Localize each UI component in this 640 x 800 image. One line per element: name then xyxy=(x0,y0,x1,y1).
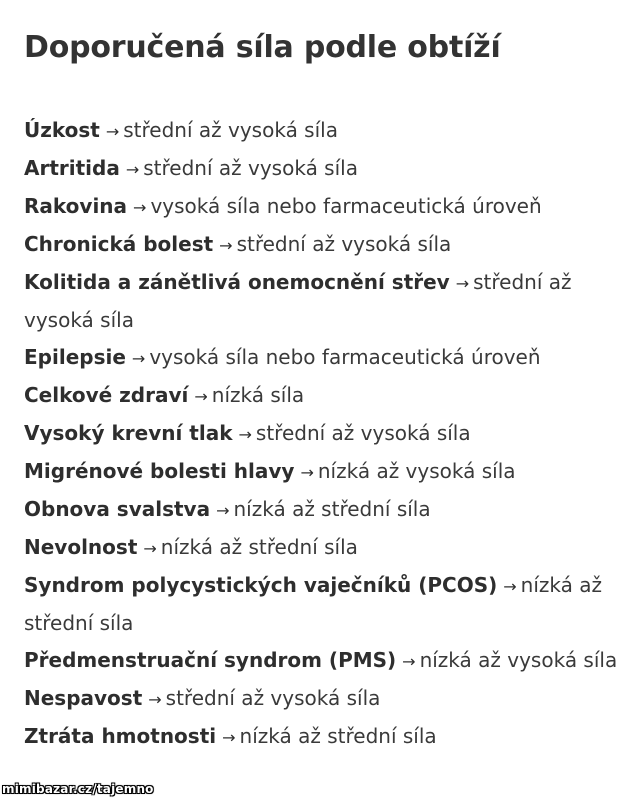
arrow-icon: → xyxy=(402,652,416,671)
list-item xyxy=(24,226,624,264)
condition-name: Chronická bolest xyxy=(24,232,214,256)
condition-name: Syndrom polycystických vaječníků (PCOS) xyxy=(24,573,498,597)
list-item xyxy=(24,453,624,491)
strength-recommendation: střední až vysoká síla xyxy=(24,270,572,332)
list-item xyxy=(24,680,624,718)
strength-recommendation: nízká síla xyxy=(211,383,305,407)
page-title: Doporučená síla podle obtíží xyxy=(24,30,501,65)
condition-name: Vysoký krevní tlak xyxy=(24,421,233,445)
strength-recommendation: vysoká síla nebo farmaceutická úroveň xyxy=(150,194,542,218)
strength-recommendation: střední až vysoká síla xyxy=(255,421,471,445)
condition-name: Artritida xyxy=(24,156,120,180)
list-item xyxy=(24,567,624,642)
list-item xyxy=(24,529,624,567)
condition-name: Epilepsie xyxy=(24,345,126,369)
arrow-icon: → xyxy=(503,577,517,596)
condition-name: Předmenstruační syndrom (PMS) xyxy=(24,648,397,672)
list-item xyxy=(24,491,624,529)
arrow-icon: → xyxy=(222,728,236,747)
list-item xyxy=(24,415,624,453)
condition-name: Nespavost xyxy=(24,686,143,710)
arrow-icon: → xyxy=(125,160,140,179)
arrow-icon: → xyxy=(219,236,233,255)
list-item xyxy=(24,264,624,339)
list-item xyxy=(24,377,624,415)
arrow-icon: → xyxy=(238,425,252,444)
condition-list xyxy=(24,112,624,756)
strength-recommendation: střední až vysoká síla xyxy=(236,232,452,256)
arrow-icon: → xyxy=(194,387,208,406)
condition-name: Obnova svalstva xyxy=(24,497,211,521)
list-item xyxy=(24,112,624,150)
condition-name: Úzkost xyxy=(24,118,100,142)
condition-name: Celkové zdraví xyxy=(24,383,189,407)
strength-recommendation: vysoká síla nebo farmaceutická úroveň xyxy=(149,345,541,369)
strength-recommendation: střední až vysoká síla xyxy=(143,156,358,180)
strength-recommendation: střední až vysoká síla xyxy=(165,686,381,710)
list-item xyxy=(24,150,624,188)
list-item xyxy=(24,718,624,756)
condition-name: Kolitida a zánětlivá onemocnění střev xyxy=(24,270,450,294)
strength-recommendation: střední až vysoká síla xyxy=(123,118,338,142)
condition-name: Rakovina xyxy=(24,194,128,218)
arrow-icon: → xyxy=(143,539,157,558)
arrow-icon: → xyxy=(300,463,314,482)
list-item xyxy=(24,188,624,226)
strength-recommendation: nízká až střední síla xyxy=(24,573,602,635)
condition-name: Migrénové bolesti hlavy xyxy=(24,459,295,483)
arrow-icon: → xyxy=(455,274,470,293)
list-item xyxy=(24,642,624,680)
strength-recommendation: nízká až střední síla xyxy=(239,724,437,748)
arrow-icon: → xyxy=(133,198,147,217)
condition-name: Nevolnost xyxy=(24,535,138,559)
arrow-icon: → xyxy=(131,349,146,368)
strength-recommendation: nízká až vysoká síla xyxy=(317,459,516,483)
strength-recommendation: nízká až vysoká síla xyxy=(419,648,618,672)
condition-name: Ztráta hmotnosti xyxy=(24,724,217,748)
arrow-icon: → xyxy=(216,501,230,520)
list-item xyxy=(24,339,624,377)
watermark: mimibazar.cz/tajemno xyxy=(2,782,154,796)
strength-recommendation: nízká až střední síla xyxy=(160,535,358,559)
arrow-icon: → xyxy=(105,122,120,141)
strength-recommendation: nízká až střední síla xyxy=(233,497,431,521)
arrow-icon: → xyxy=(148,690,162,709)
